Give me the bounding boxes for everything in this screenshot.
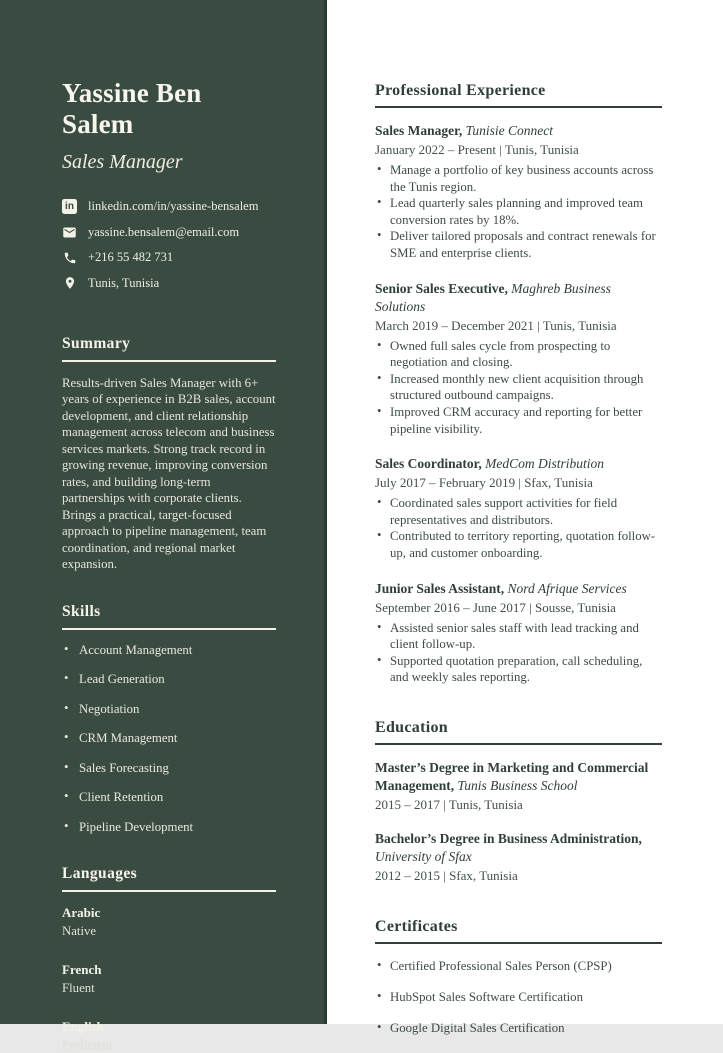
job-bullets [375,338,662,438]
job-bullet-text: Owned full sales cycle from prospecting to negotiation and closing. [390,338,611,370]
language-level: Fluent [62,980,95,995]
bullet-dot: • [377,228,382,243]
contact-row-linkedin [62,199,276,214]
skills-list [62,643,276,835]
language-item [62,905,276,939]
degree-school: University of Sfax [375,848,472,864]
degree-dates: 2015 – 2017 | Tunis, Tunisia [375,796,523,812]
degree-list [375,759,662,885]
sidebar [0,0,327,1052]
skill-label: Client Retention [79,790,164,805]
degree-title-line [375,830,662,866]
location-icon [62,276,77,291]
job-bullets [375,620,662,686]
job-title-line [375,455,662,473]
job-bullet-text: Lead quarterly sales planning and improved team conversion rates by 18%. [390,196,644,227]
skill-label: Negotiation [79,701,140,716]
summary-section [62,335,276,573]
languages-heading: Languages [62,865,276,892]
bullet-dot: • [377,403,382,418]
linkedin-icon: in [62,199,77,214]
certificate-text: Certified Professional Sales Person (CPSP) [390,958,612,973]
job-bullet-text: Improved CRM accuracy and reporting for better pipeline visibility. [390,404,643,436]
contact-phone-text: +216 55 482 731 [88,250,174,265]
job-bullet [375,495,662,528]
job-entry [375,455,662,561]
skill-item [62,643,276,658]
bullet-dot: • [64,700,69,715]
experience-section [375,82,662,686]
job-dates: September 2016 – June 2017 | Sousse, Tunisia [375,599,616,615]
summary-text: Results-driven Sales Manager with 6+ years of experience in B2B sales, account development, and client relationship management across telecom and business services markets. Strong track record in growing revenue, improving conversion rates, and building long-term partnerships with corporate clients. Brings a practical, target-focused approach to pipeline management, team coordination, and regional market expansion. [62,375,276,572]
skills-section [62,603,276,835]
job-dates: March 2019 – December 2021 | Tunis, Tunisia [375,317,617,333]
job-bullets [375,495,662,561]
contact-email-text: yassine.bensalem@email.com [88,224,240,239]
bullet-dot: • [377,495,382,510]
main-content [327,0,723,1036]
bullet-dot: • [377,195,382,210]
skill-item [62,761,276,776]
certificate-item [375,989,662,1006]
job-company: Tunisie Connect [465,123,553,138]
bullet-dot: • [377,1020,382,1035]
job-bullet-text: Contributed to territory reporting, quotation follow-up, and customer onboarding. [390,529,656,560]
skill-item [62,702,276,717]
contact-list [62,199,276,291]
job-entry [375,580,662,686]
education-section [375,719,662,885]
skill-item [62,672,276,687]
degree-title-line [375,759,662,795]
language-level: Native [62,923,97,938]
bullet-dot: • [377,652,382,667]
language-item [62,1019,276,1053]
job-title-line [375,280,662,316]
language-name: Arabic [62,904,101,920]
degree-title: Bachelor’s Degree in Business Administration, [375,830,642,846]
job-bullet [375,195,662,228]
job-bullet-text: Supported quotation preparation, call scheduling, and weekly sales reporting. [390,653,643,685]
job-bullet-text: Increased monthly new client acquisition through structured outbound campaigns. [390,371,644,403]
job-bullet-text: Deliver tailored proposals and contract renewals for SME and enterprise clients. [390,229,656,260]
phone-icon [62,250,77,265]
skill-item [62,820,276,835]
skill-label: Pipeline Development [79,819,194,834]
education-heading: Education [375,719,662,745]
degree-title: Master’s Degree in Marketing and Commercial Management, [375,759,649,793]
contact-row-phone [62,250,276,265]
experience-heading: Professional Experience [375,82,662,108]
languages-section [62,865,276,1053]
bullet-dot: • [377,619,382,634]
language-name: French [62,961,102,977]
job-bullet [375,653,662,686]
summary-heading: Summary [62,335,276,362]
skill-label: Lead Generation [79,672,165,687]
job-entry [375,280,662,438]
contact-row-email [62,225,276,240]
job-bullet-text: Manage a portfolio of key business accounts across the Tunis region. [390,163,654,194]
degree-entry [375,759,662,814]
job-title-line [375,580,662,598]
certificates-heading: Certificates [375,918,662,944]
skill-label: Sales Forecasting [79,760,169,775]
bullet-dot: • [64,818,69,833]
certificate-item [375,958,662,975]
skill-label: CRM Management [79,731,178,746]
person-name: Yassine Ben Salem [62,78,202,140]
job-bullet [375,620,662,653]
certificate-text: Google Digital Sales Certification [390,1021,565,1036]
job-list [375,122,662,686]
job-bullet-text: Coordinated sales support activities for field representatives and distributors. [390,496,618,527]
skill-item [62,731,276,746]
job-title-line [375,122,662,140]
job-title: Junior Sales Assistant, [375,580,505,596]
bullet-dot: • [377,337,382,352]
job-dates: January 2022 – Present | Tunis, Tunisia [375,142,579,157]
bullet-dot: • [64,641,69,656]
job-title: Senior Sales Executive, [375,280,508,296]
bullet-dot: • [377,957,382,972]
job-bullet-text: Assisted senior sales staff with lead tracking and client follow-up. [390,620,639,652]
job-dates: July 2017 – February 2019 | Sfax, Tunisia [375,475,593,491]
job-title: Sales Coordinator, [375,456,482,472]
bullet-dot: • [377,162,382,176]
job-bullets [375,162,662,262]
job-bullet [375,528,662,561]
job-company: Nord Afrique Services [507,580,627,596]
degree-dates: 2012 – 2015 | Sfax, Tunisia [375,867,518,883]
languages-list [62,905,276,1053]
job-bullet [375,371,662,404]
job-bullet [375,338,662,371]
bullet-dot: • [377,988,382,1003]
certificates-list [375,958,662,1037]
bullet-dot: • [64,789,69,804]
job-company: Maghreb Business Solutions [375,280,611,314]
job-entry [375,122,662,262]
skill-item [62,790,276,805]
bullet-dot: • [377,370,382,385]
contact-location-text: Tunis, Tunisia [88,275,160,290]
bullet-dot: • [64,759,69,774]
job-bullet [375,228,662,261]
certificate-item [375,1020,662,1037]
language-item [62,962,276,996]
skills-heading: Skills [62,603,276,630]
job-bullet [375,162,662,195]
person-role: Sales Manager [62,151,183,174]
contact-row-location [62,276,276,291]
language-level: Proficient [62,1037,113,1052]
bullet-dot: • [64,730,69,745]
degree-entry [375,830,662,885]
degree-school: Tunis Business School [457,777,578,793]
bullet-dot: • [64,671,69,686]
bullet-dot: • [377,528,382,543]
job-company: MedCom Distribution [485,456,605,472]
email-icon [62,225,77,240]
job-title: Sales Manager, [375,123,463,138]
certificates-section [375,918,662,1037]
language-name: English [62,1018,104,1034]
certificate-text: HubSpot Sales Software Certification [390,989,583,1004]
job-bullet [375,404,662,437]
skill-label: Account Management [79,642,193,657]
contact-linkedin-text: linkedin.com/in/yassine-bensalem [88,199,259,214]
